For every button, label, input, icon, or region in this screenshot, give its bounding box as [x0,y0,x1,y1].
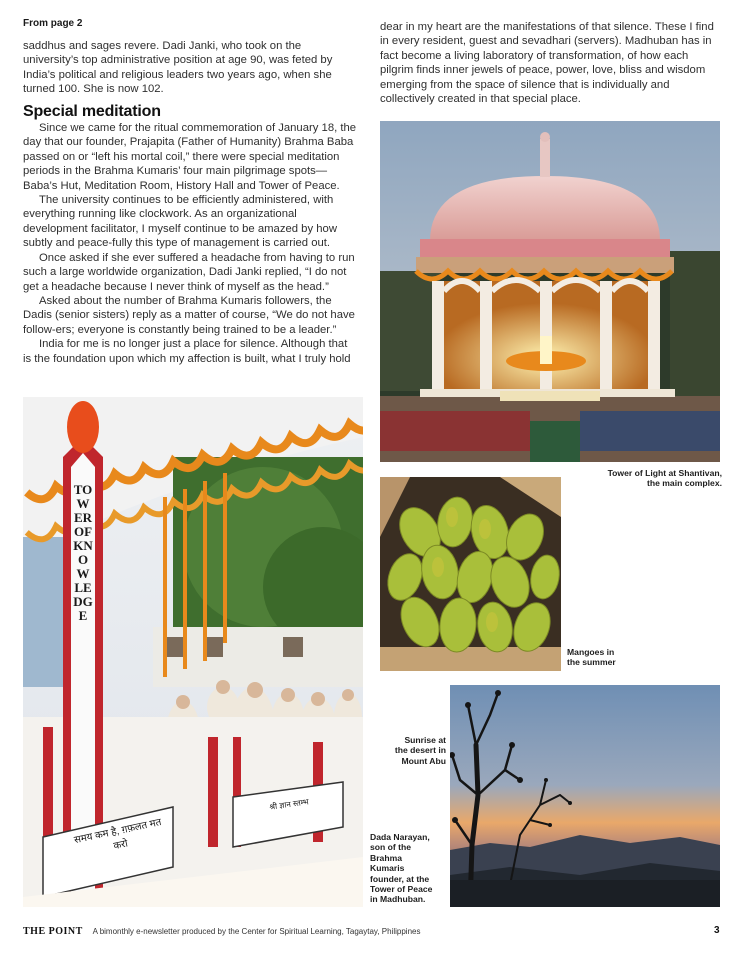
plaque-inscription: समय कम है, ग़फ़लत मत करो [73,816,163,853]
intro-paragraph: saddhus and sages revere. Dadi Janki, who took on the university’s top administrative position at age 90, was feted by India’s political and religious leaders two years ago, when she turned 100. She is now 102. [23,40,333,96]
continued-from-label: From page 2 [23,18,83,29]
body-paragraph: India for me is no longer just a place for silence. Although that is the foundation upon which my affection is built, what I truly hold [23,338,351,365]
mangoes-caption: Mangoes in the summer [567,647,616,668]
left-text-column [23,39,358,366]
sunrise-photo [450,685,720,907]
page-number: 3 [714,925,720,936]
continued-paragraph: dear in my heart are the manifestations of that silence. These I find in every resident, guest and sevadhari (servers). Madhuban has in fact become a living laboratory of transformation, of how each pilgrim finds inner jewels of peace, power, love, bliss and wisdom emerging from the space of silence that is individually and collectively created in that special place. [380,21,714,106]
tower-inscription: TOWER OF KNOWLEDGE [73,482,93,623]
sunrise-caption: Sunrise at the desert in Mount Abu [394,735,446,766]
footer [23,926,420,937]
newsletter-tagline: A bimonthly e-newsletter produced by the Center for Spiritual Learning, Tagaytay, Philippines [92,927,421,936]
newsletter-brand: THE POINT [23,926,83,937]
body-paragraph: Asked about the number of Brahma Kumaris followers, the Dadis (senior sisters) reply as a matter of course, “We do not have follow-ers; everyone is constantly being trained to be a leader.” [23,294,355,336]
body-paragraph: Since we came for the ritual commemoration of January 18, the day that our founder, Prajapita (Father of Humanity) Brahma Baba passed on or “left his mortal coil,” there were special meditation periods in the Brahma Kumaris’ four main pilgrimage spots—Baba’s Hut, Meditation Room, History Hall and Tower of Peace. [23,122,357,192]
tower-of-light-caption: Tower of Light at Shantivan, the main complex. [607,468,722,489]
tower-of-knowledge-photo [23,397,363,907]
dada-narayan-caption: Dada Narayan, son of the Brahma Kumaris founder, at the Tower of Peace in Madhuban. [370,832,433,905]
section-heading: Special meditation [23,102,161,120]
mangoes-photo [380,477,561,671]
plaque-inscription: श्री ज्ञान स्तम्भ [268,797,310,812]
tower-of-light-photo [380,121,720,462]
body-paragraph: Once asked if she ever suffered a headache from having to run such a large worldwide organization, Dadi Janki replied, “I do not get a headache because I never think of myself as the head.” [23,251,355,293]
body-paragraph: The university continues to be efficiently administered, with everything running like clockwork. As an organizational development facilitator, I myself continue to be amazed by how subtly and peace-fully this type of management is carried out. [23,194,337,250]
right-text-column [380,20,722,106]
